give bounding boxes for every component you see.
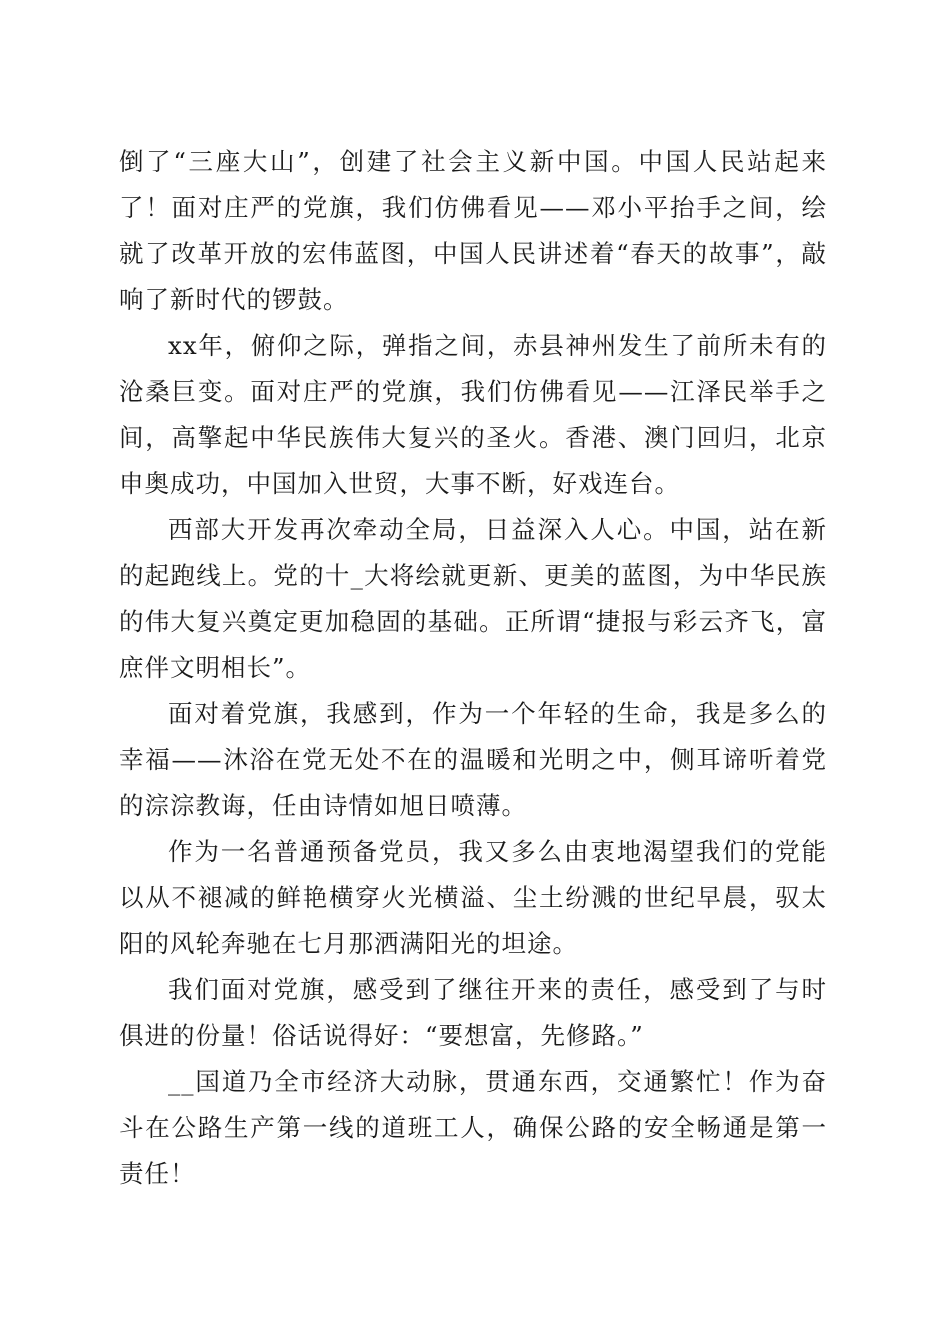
paragraph-3: 西部大开发再次牵动全局，日益深入人心。中国，站在新的起跑线上。党的十_大将绘就更新、更美的蓝图，为中华民族的伟大复兴奠定更加稳固的基础。正所谓“捷报与彩云齐飞，富庶伴文明相长”。 — [119, 515, 827, 682]
paragraph-4: 面对着党旗，我感到，作为一个年轻的生命，我是多么的幸福——沐浴在党无处不在的温暖和光明之中，侧耳谛听着党的淙淙教诲，任由诗情如旭日喷薄。 — [119, 699, 827, 820]
paragraph-2: xx年，俯仰之际，弹指之间，赤县神州发生了前所未有的沧桑巨变。面对庄严的党旗，我们仿佛看见——江泽民举手之间，高擎起中华民族伟大复兴的圣火。香港、澳门回归，北京申奥成功，中国加入世贸，大事不断，好戏连台。 — [119, 331, 827, 498]
paragraph-7: __国道乃全市经济大动脉，贯通东西，交通繁忙！作为奋斗在公路生产第一线的道班工人，确保公路的安全畅通是第一责任！ — [119, 1067, 827, 1188]
paragraph-6: 我们面对党旗，感受到了继往开来的责任，感受到了与时俱进的份量！俗话说得好：“要想富，先修路。” — [119, 975, 827, 1050]
paragraph-5: 作为一名普通预备党员，我又多么由衷地渴望我们的党能以从不褪减的鲜艳横穿火光横溢、尘土纷溅的世纪早晨，驭太阳的风轮奔驰在七月那洒满阳光的坦途。 — [119, 837, 827, 958]
paragraph-1: 倒了“三座大山”，创建了社会主义新中国。中国人民站起来了！面对庄严的党旗，我们仿佛看见——邓小平抬手之间，绘就了改革开放的宏伟蓝图，中国人民讲述着“春天的故事”，敲响了新时代的锣鼓。 — [119, 147, 827, 314]
document-body — [119, 139, 827, 1197]
